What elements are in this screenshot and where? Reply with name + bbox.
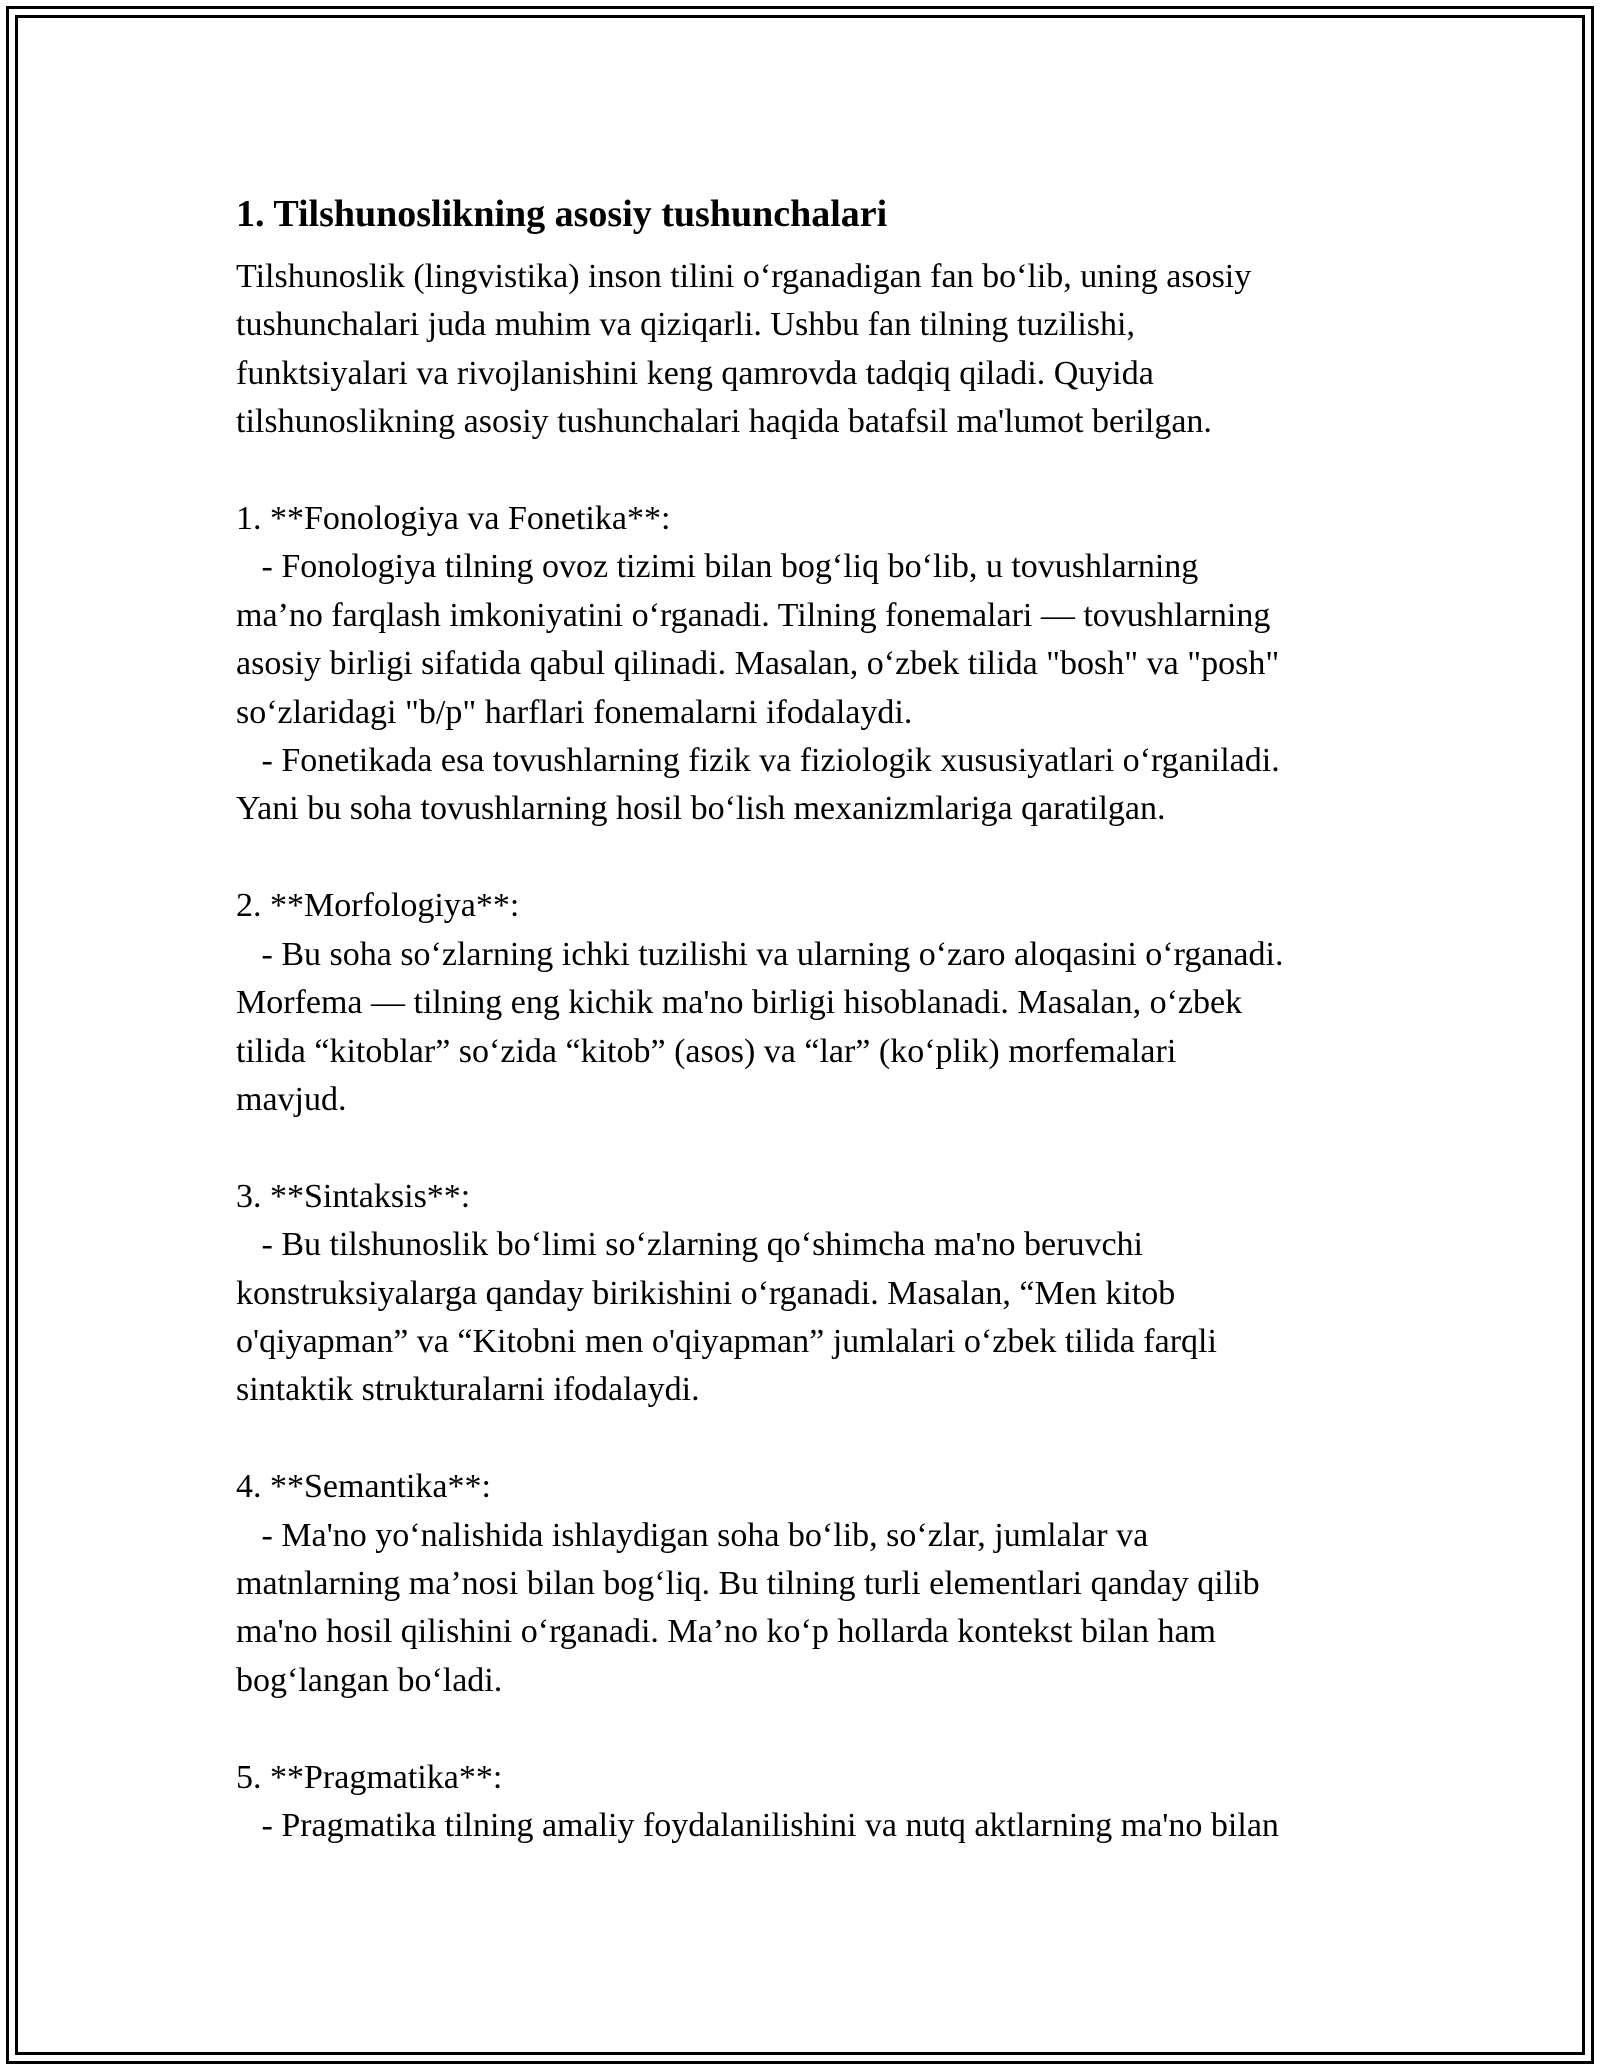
document-title: 1. Tilshunoslikning asosiy tushunchalari [236, 193, 888, 235]
document-content [236, 183, 1396, 1850]
document-body: Tilshunoslik (lingvistika) inson tilini o‘rganadigan fan bo‘lib, uning asosiy tushunchalari juda muhim va qiziqarli. Ushbu fan tilning tuzilishi, funktsiyalari va rivojlanishini keng qamrovda tadqiq qiladi. Quyida tilshunoslikning asosiy tushunchalari haqida batafsil ma'lumot berilgan. 1. **Fonologiya va Fonetika**: - Fonologiya tilning ovoz tizimi bilan bog‘liq bo‘lib, u tovushlarning ma’no farqlash imkoniyatini o‘rganadi. Tilning fonemalari — tovushlarning asosiy birligi sifatida qabul qilinadi. Masalan, o‘zbek tilida "bosh" va "posh" so‘zlaridagi "b/p" harflari fonemalarni ifodalaydi. - Fonetikada esa tovushlarning fizik va fiziologik xususiyatlari o‘rganiladi. Yani bu soha tovushlarning hosil bo‘lish mexanizmlariga qaratilgan. 2. **Morfologiya**: - Bu soha so‘zlarning ichki tuzilishi va ularning o‘zaro aloqasini o‘rganadi. Morfema — tilning eng kichik ma'no birligi hisoblanadi. Masalan, o‘zbek tilida “kitoblar” so‘zida “kitob” (asos) va “lar” (ko‘plik) morfemalari mavjud. 3. **Sintaksis**: - Bu tilshunoslik bo‘limi so‘zlarning qo‘shimcha ma'no beruvchi konstruksiyalarga qanday birikishini o‘rganadi. Masalan, “Men kitob o'qiyapman” va “Kitobni men o'qiyapman” jumlalari o‘zbek tilida farqli sintaktik strukturalarni ifodalaydi. 4. **Semantika**: - Ma'no yo‘nalishida ishlaydigan soha bo‘lib, so‘zlar, jumlalar va matnlarning ma’nosi bilan bog‘liq. Bu tilning turli elementlari qanday qilib ma'no hosil qilishini o‘rganadi. Ma’no ko‘p hollarda kontekst bilan ham bog‘langan bo‘ladi. 5. **Pragmatika**: - Pragmatika tilning amaliy foydalanilishini va nutq aktlarning ma'no bilan [236, 258, 1284, 1844]
